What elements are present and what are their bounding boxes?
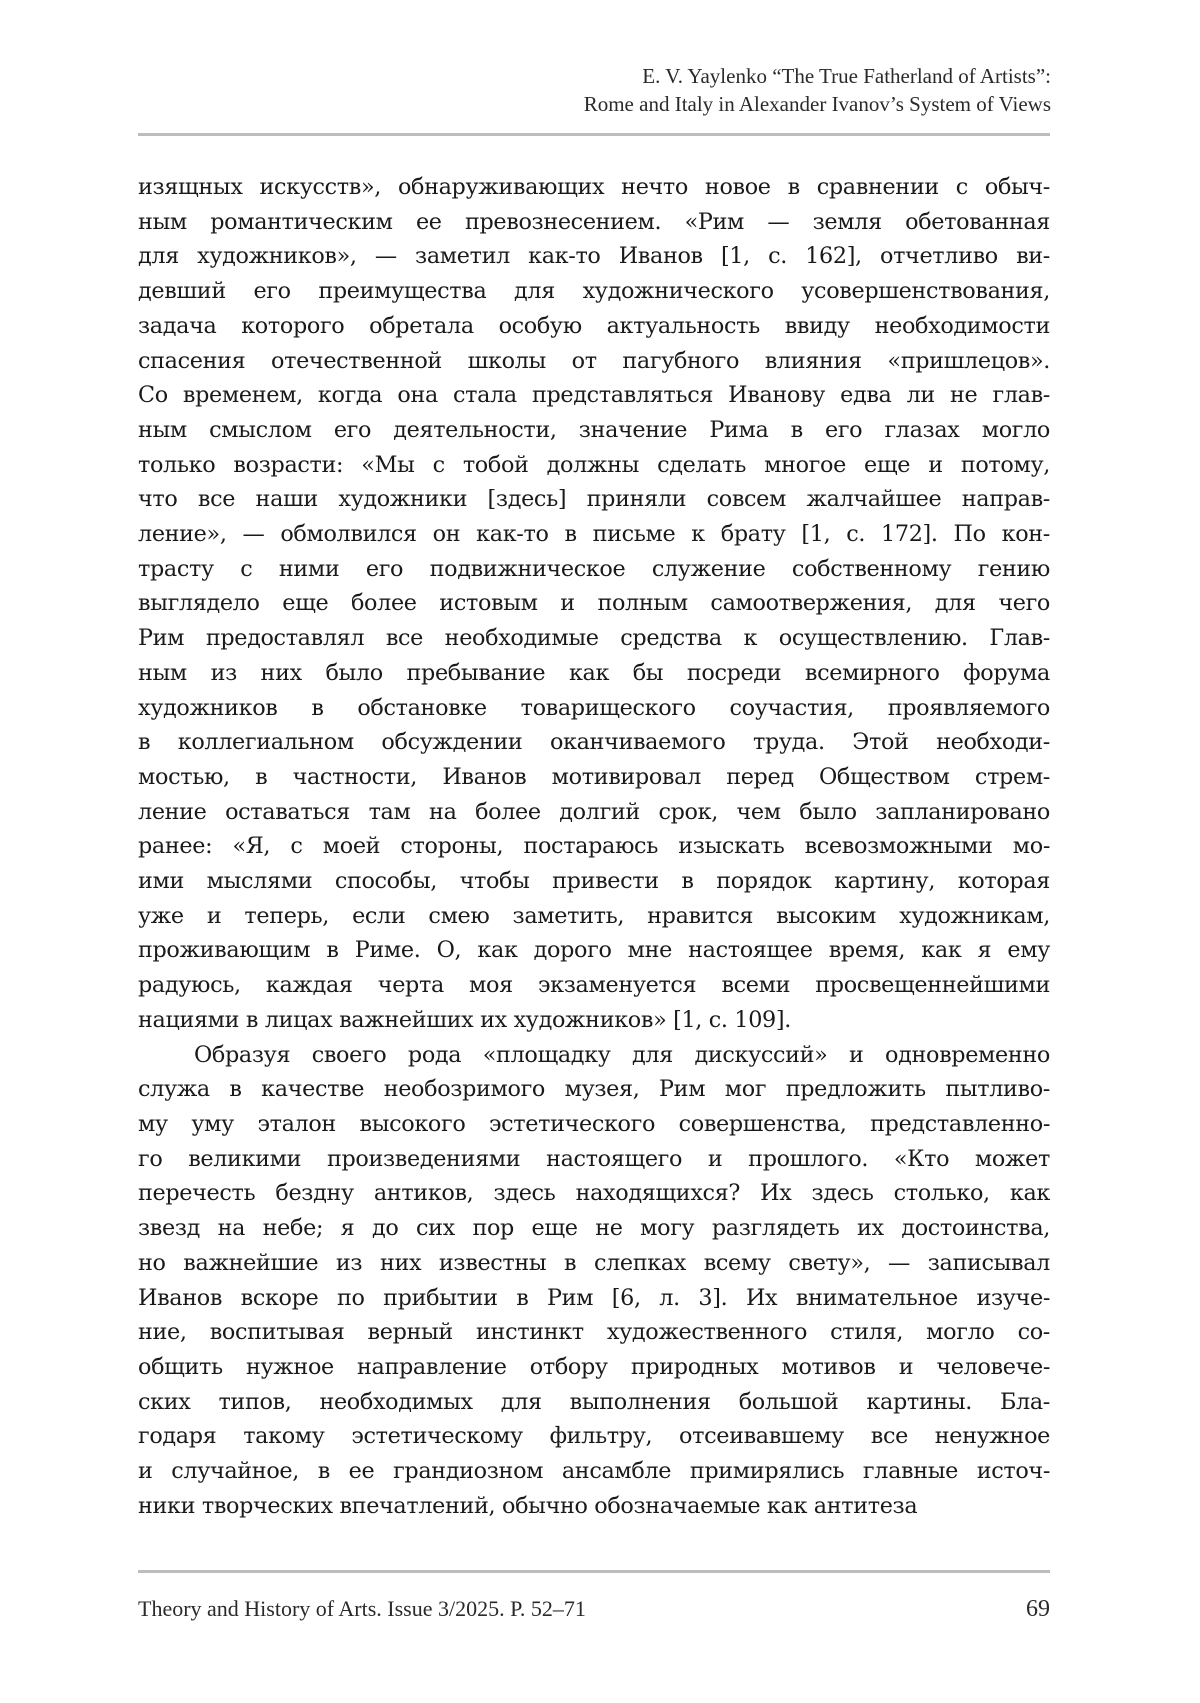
- text-line: годаря такому эстетическому фильтру, отсеивавшему все ненужное: [138, 1423, 1050, 1450]
- text-line: служа в качестве необозримого музея, Рим мог предложить пытливо-: [138, 1076, 1050, 1103]
- text-line: му уму эталон высокого эстетического совершенства, представленно-: [138, 1110, 1050, 1137]
- text-line: ным из них было пребывание как бы посреди всемирного форума: [138, 659, 1050, 686]
- text-line: уже и теперь, если смею заметить, нравится высоким художникам,: [138, 902, 1050, 929]
- text-line: ранее: «Я, с моей стороны, постараюсь изыскать всевозможными мо-: [138, 833, 1050, 860]
- journal-citation: Theory and History of Arts. Issue 3/2025. P. 52–71: [138, 1596, 586, 1621]
- text-line: ным романтическим ее превознесением. «Рим — земля обетованная: [138, 208, 1050, 235]
- text-line: го великими произведениями настоящего и прошлого. «Кто может: [138, 1145, 1050, 1172]
- header-divider: [138, 133, 1050, 136]
- paragraph: [138, 1038, 1050, 1524]
- text-line: выглядело еще более истовым и полным самоотвержения, для чего: [138, 590, 1050, 617]
- text-line: трасту с ними его подвижническое служение собственному гению: [138, 555, 1050, 582]
- text-line: мостью, в частности, Иванов мотивировал перед Обществом стрем-: [138, 763, 1050, 790]
- page-number: 69: [1026, 1596, 1050, 1622]
- text-line: проживающим в Риме. О, как дорого мне настоящее время, как я ему: [138, 937, 1050, 964]
- text-line: изящных искусств», обнаруживающих нечто новое в сравнении с обыч-: [138, 174, 1050, 200]
- text-line: Образуя своего рода «площадку для дискуссий» и одновременно: [194, 1041, 1050, 1068]
- paragraph: [138, 170, 1050, 1038]
- text-line: ние, воспитывая верный инстинкт художественного стиля, могло со-: [138, 1319, 1050, 1346]
- article-body: [138, 170, 1050, 1523]
- text-line: ими мыслями способы, чтобы привести в порядок картину, которая: [138, 868, 1050, 895]
- running-head: [584, 62, 1051, 118]
- text-line: ление», — обмолвился он как-то в письме к брату [1, с. 172]. По кон-: [138, 521, 1050, 548]
- text-line: ники творческих впечатлений, обычно обозначаемые как антитеза: [138, 1492, 918, 1519]
- text-line: общить нужное направление отбору природных мотивов и человече-: [138, 1353, 1050, 1380]
- text-line: радуюсь, каждая черта моя экзаменуется всеми просвещеннейшими: [138, 972, 1050, 999]
- text-line: звезд на небе; я до сих пор еще не могу разглядеть их достоинства,: [138, 1215, 1050, 1242]
- text-line: и случайное, в ее грандиозном ансамбле примирялись главные источ-: [138, 1458, 1050, 1485]
- text-line: девший его преимущества для художнического усовершенствования,: [138, 278, 1050, 305]
- text-line: художников в обстановке товарищеского соучастия, проявляемого: [138, 694, 1050, 721]
- footer-divider: [138, 1570, 1050, 1573]
- text-line: Со временем, когда она стала представляться Иванову едва ли не глав-: [138, 382, 1050, 409]
- text-line: Рим предоставлял все необходимые средства к осуществлению. Глав-: [138, 625, 1050, 652]
- text-line: ным смыслом его деятельности, значение Рима в его глазах могло: [138, 416, 1050, 443]
- running-head-line-2: Rome and Italy in Alexander Ivanov’s System of Views: [583, 92, 1051, 116]
- text-line: только возрасти: «Мы с тобой должны сделать многое еще и потому,: [138, 451, 1050, 478]
- text-line: ление оставаться там на более долгий срок, чем было запланировано: [138, 798, 1050, 825]
- text-line: что все наши художники [здесь] приняли совсем жалчайшее направ-: [138, 486, 1050, 513]
- text-line: для художников», — заметил как-то Иванов [1, с. 162], отчетливо ви-: [138, 243, 1050, 270]
- text-line: нациями в лицах важнейших их художников» [1, с. 109].: [138, 1006, 791, 1033]
- running-head-line-1: E. V. Yaylenko “The True Fatherland of Artists”:: [642, 64, 1051, 88]
- text-line: перечесть бездну антиков, здесь находящихся? Их здесь столько, как: [138, 1180, 1050, 1207]
- text-line: Иванов вскоре по прибытии в Рим [6, л. 3]. Их внимательное изуче-: [138, 1284, 1050, 1311]
- text-line: задача которого обретала особую актуальность ввиду необходимости: [138, 312, 1050, 339]
- text-line: в коллегиальном обсуждении оканчиваемого труда. Этой необходи-: [138, 729, 1050, 756]
- text-line: ских типов, необходимых для выполнения большой картины. Бла-: [138, 1388, 1050, 1415]
- text-line: спасения отечественной школы от пагубного влияния «пришлецов».: [138, 347, 1050, 374]
- text-line: но важнейшие из них известны в слепках всему свету», — записывал: [138, 1249, 1050, 1276]
